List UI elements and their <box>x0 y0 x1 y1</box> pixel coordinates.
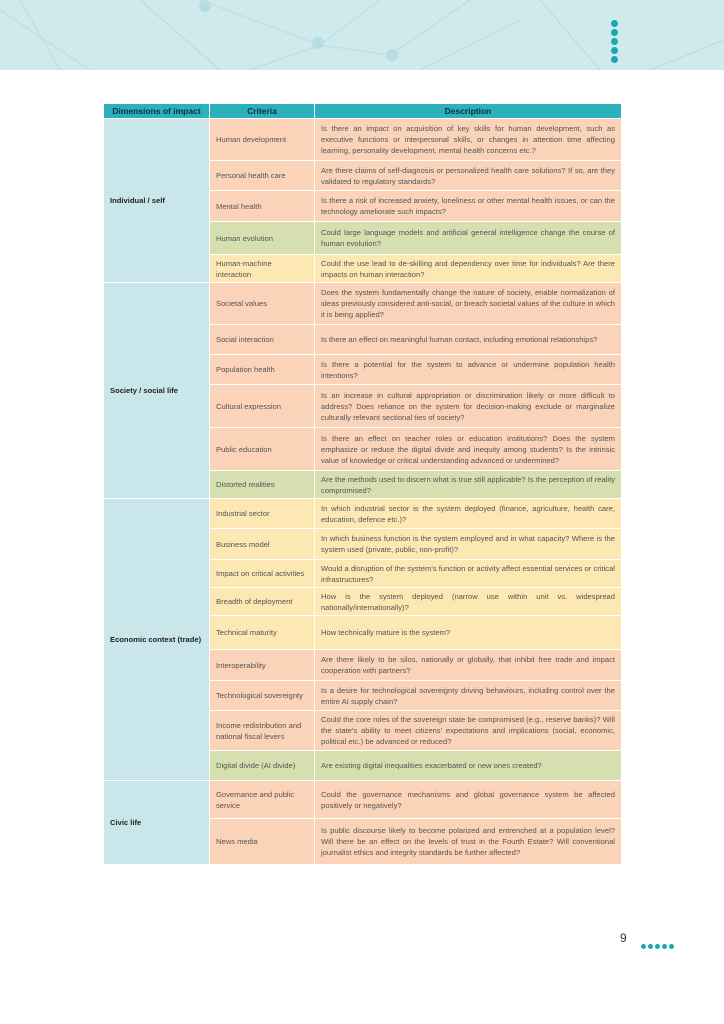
description-cell: Is an increase in cultural appropriation or discrimination likely or more difficult to address? Does reliance on the system for decision-making exclude or marginalize culturally relevant sectional ties of society? <box>315 385 622 428</box>
criteria-cell: Population health <box>210 355 315 385</box>
description-cell: Could the use lead to de-skilling and dependency over time for individuals? Are there impacts on human interaction? <box>315 255 622 283</box>
header-dimensions: Dimensions of impact <box>104 104 210 119</box>
criteria-cell: Impact on critical activities <box>210 560 315 588</box>
description-cell: Is there a potential for the system to advance or undermine population health intentions? <box>315 355 622 385</box>
criteria-cell: Human development <box>210 119 315 161</box>
description-cell: In which industrial sector is the system deployed (finance, agriculture, health care, education, defence etc.)? <box>315 499 622 529</box>
table-row <box>104 781 622 819</box>
header-banner <box>0 0 724 70</box>
dimension-economic: Economic context (trade) <box>104 499 210 781</box>
criteria-cell: Interoperability <box>210 650 315 681</box>
criteria-cell: Societal values <box>210 283 315 325</box>
dimension-civic: Civic life <box>104 781 210 865</box>
dimension-individual: Individual / self <box>104 119 210 283</box>
description-cell: How technically mature is the system? <box>315 616 622 650</box>
criteria-cell: Cultural expression <box>210 385 315 428</box>
criteria-cell: Mental health <box>210 191 315 222</box>
criteria-cell: Distorted realities <box>210 471 315 499</box>
criteria-cell: News media <box>210 819 315 865</box>
description-cell: Is there an effect on teacher roles or education institutions? Does the system emphasize or reduce the digital divide and inequity among students? Is the intrinsic value of knowledge or critical understanding advanced or undermined? <box>315 428 622 471</box>
criteria-cell: Income redistribution and national fiscal levers <box>210 711 315 751</box>
description-cell: Does the system fundamentally change the nature of society, enable normalization of ideas previously considered anti-social, or breach societal values of the culture in which it is being applied? <box>315 283 622 325</box>
table-row <box>104 283 622 325</box>
description-cell: In which business function is the system employed and in what capacity? Where is the system used (private, public, non-profit)? <box>315 529 622 560</box>
table-row <box>104 499 622 529</box>
criteria-cell: Personal health care <box>210 161 315 191</box>
description-cell: Are existing digital inequalities exacerbated or new ones created? <box>315 751 622 781</box>
description-cell: Are the methods used to discern what is true still applicable? Is the perception of reality compromised? <box>315 471 622 499</box>
criteria-cell: Breadth of deployment <box>210 588 315 616</box>
vertical-dots-decoration <box>611 20 619 65</box>
description-cell: Are there likely to be silos, nationally or globally, that inhibit free trade and impact cooperation with partners? <box>315 650 622 681</box>
criteria-cell: Technological sovereignty <box>210 681 315 711</box>
criteria-cell: Human evolution <box>210 222 315 255</box>
criteria-cell: Business model <box>210 529 315 560</box>
description-cell: Could the governance mechanisms and global governance system be affected positively or negatively? <box>315 781 622 819</box>
header-criteria: Criteria <box>210 104 315 119</box>
table-row <box>104 119 622 161</box>
description-cell: Could the core roles of the sovereign state be compromised (e.g., reserve banks)? Will the state's ability to meet citizens' expectations and implications (social, economic, political etc.) be advanced or reduced? <box>315 711 622 751</box>
page-number: 9 <box>620 931 627 945</box>
criteria-cell: Industrial sector <box>210 499 315 529</box>
horizontal-dots-decoration <box>641 936 676 954</box>
criteria-cell: Digital divide (AI divide) <box>210 751 315 781</box>
description-cell: Is public discourse likely to become polarized and entrenched at a population level? Will there be an effect on the levels of trust in the Fourth Estate? Will conventional journalist ethics and integrity standards be further affected? <box>315 819 622 865</box>
description-cell: Is a desire for technological sovereignty driving behaviours, including control over the entire AI supply chain? <box>315 681 622 711</box>
criteria-cell: Technical maturity <box>210 616 315 650</box>
description-cell: Could large language models and artificial general intelligence change the course of human evolution? <box>315 222 622 255</box>
table-header-row <box>104 104 622 119</box>
dimension-society: Society / social life <box>104 283 210 499</box>
description-cell: Is there an impact on acquisition of key skills for human development, such as executive functions or interpersonal skills, or changes in attention time affecting learning, personality development, mental health concerns etc.? <box>315 119 622 161</box>
description-cell: Are there claims of self-diagnosis or personalized health care solutions? If so, are they validated to regulatory standards? <box>315 161 622 191</box>
header-description: Description <box>315 104 622 119</box>
description-cell: Would a disruption of the system's function or activity affect essential services or critical infrastructures? <box>315 560 622 588</box>
impact-table <box>103 103 622 865</box>
description-cell: Is there an effect on meaningful human contact, including emotional relationships? <box>315 325 622 355</box>
description-cell: How is the system deployed (narrow use within unit vs. widespread nationally/internationally)? <box>315 588 622 616</box>
criteria-cell: Public education <box>210 428 315 471</box>
criteria-cell: Human-machine interaction <box>210 255 315 283</box>
criteria-cell: Governance and public service <box>210 781 315 819</box>
criteria-cell: Social interaction <box>210 325 315 355</box>
description-cell: Is there a risk of increased anxiety, loneliness or other mental health issues, or can the technology ameliorate such impacts? <box>315 191 622 222</box>
